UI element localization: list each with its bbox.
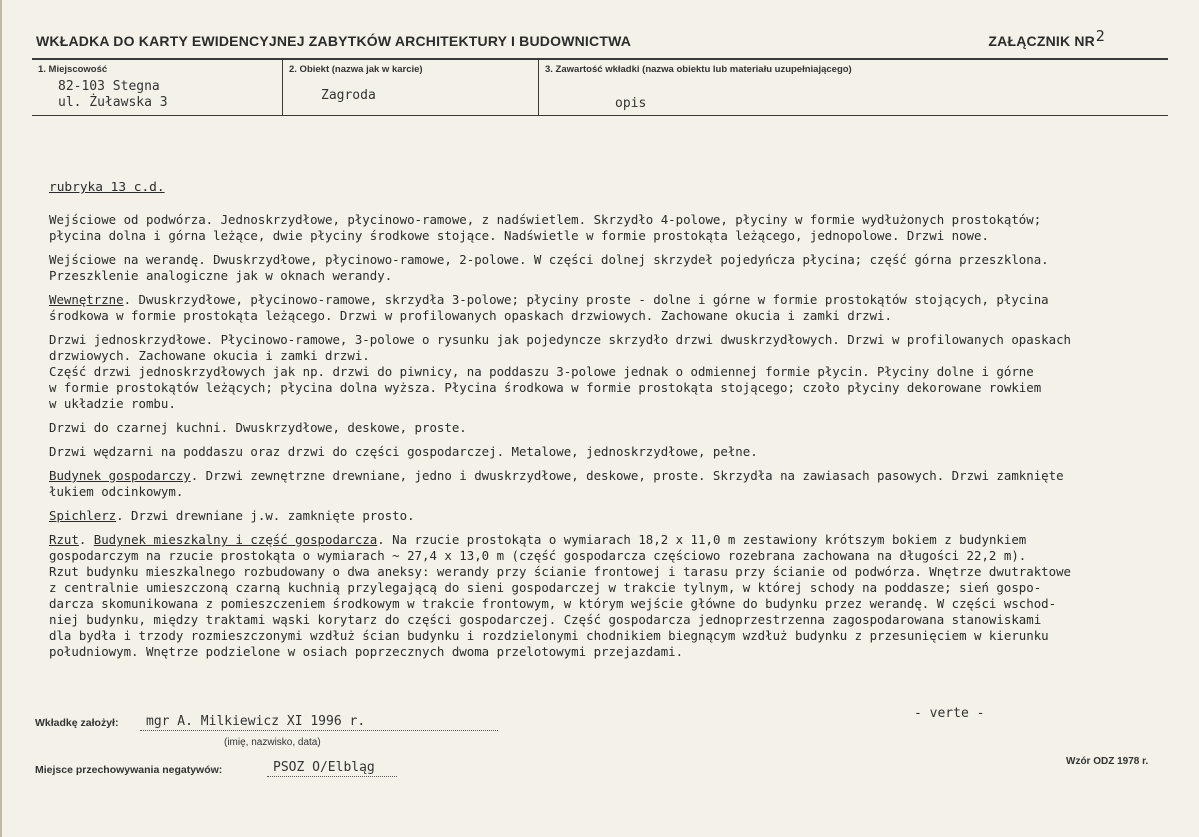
content-cell <box>538 60 1168 115</box>
content-label: 3. Zawartość wkładki (nazwa obiektu lub materiału uzupełniającego) <box>545 64 852 75</box>
section-heading: Budynek gospodarczy <box>49 468 191 483</box>
content-value: opis <box>615 96 647 111</box>
paragraph-text: . Drzwi drewniane j.w. zamknięte prosto. <box>116 508 415 523</box>
form-model: Wzór ODZ 1978 r. <box>1066 756 1149 767</box>
place-value-line2: ul. Żuławska 3 <box>58 95 168 110</box>
description-body <box>49 180 1179 668</box>
fields-table <box>32 58 1168 116</box>
sheet-title: WKŁADKA DO KARTY EWIDENCYJNEJ ZABYTKÓW ARCHITEKTURY I BUDOWNICTWA <box>36 33 632 49</box>
negatives-value: PSOZ O/Elbląg <box>267 760 397 777</box>
paragraph <box>49 532 1179 564</box>
paragraph: Wejściowe na werandę. Dwuskrzydłowe, płycinowo-ramowe, 2-polowe. W części dolnej skrzydeł pojedyńcza płycina; część górna przeszklona. Przeszklenie analogiczne jak w oknach werandy. <box>49 252 1049 283</box>
place-label: 1. Miejscowość <box>38 64 108 75</box>
object-value: Zagroda <box>321 88 376 103</box>
paragraph: Wejściowe od podwórza. Jednoskrzydłowe, płycinowo-ramowe, z nadświetlem. Skrzydło 4-polowe, płyciny w formie wydłużonych prostokątów; płycina dolna i górna leżące, dwie płyciny środkowe stojące. Nadświetle w formie prostokąta leżącego, jednopolowe. Drzwi nowe. <box>49 212 1042 243</box>
place-cell <box>32 60 282 115</box>
rubric-heading: rubryka 13 c.d. <box>49 180 165 195</box>
paragraph: Rzut budynku mieszkalnego rozbudowany o dwa aneksy: werandy przy ścianie frontowej i tarasu przy ścianie od podwórza. Wnętrze dwutraktowe z centralnie umieszczoną czarną kuchnią przylegającą do sieni gospodarczej w trakcie tylnym, w której schody na poddasze; sień gospo- darcza skomunikowana z pomieszczeniem środkowym w trakcie frontowym, w którym wejście główne do budynku przez werandę. W części wschod- niej budynku, między traktami wąski korytarz do części gospodarczej. Część gospodarcza jednoprzestrzenna zagospodarowana stanowiskami dla bydła i trzody rozmieszczonymi wzdłuż ścian budynku i rozdzielonymi chodnikiem biegnącym wzdłuż budynku z przesunięciem w kierunku południowym. Wnętrze podzielone w osiach poprzecznych dwoma przelotowymi przejazdami. <box>49 564 1071 659</box>
paragraph: Drzwi do czarnej kuchni. Dwuskrzydłowe, deskowe, proste. <box>49 420 467 435</box>
verte-note: - verte - <box>914 706 985 721</box>
section-heading: Rzut <box>49 532 79 547</box>
paragraph-text: . Na rzucie prostokąta o wymiarach 18,2 x 11,0 m zestawiony krótszym bokiem z budynkiem gospodarczym na rzucie prostokąta o wymiarach ~ 27,4 x 13,0 m (część gospodarcza częściowo rozebrana zachowana na długości 22,2 m). <box>49 532 1027 563</box>
paragraph: Drzwi wędzarni na poddaszu oraz drzwi do części gospodarczej. Metalowe, jednoskrzydłowe, pełne. <box>49 444 758 459</box>
object-label: 2. Obiekt (nazwa jak w karcie) <box>289 64 423 75</box>
section-heading: Spichlerz <box>49 508 117 523</box>
paragraph-text: . Drzwi zewnętrzne drewniane, jedno i dwuskrzydłowe, deskowe, proste. Skrzydła na zawiasach pasowych. Drzwi zamknięte łukiem odcinkowym. <box>49 468 1064 499</box>
section-heading: Wewnętrzne <box>49 292 124 307</box>
paragraph <box>49 468 1179 500</box>
author-hint: (imię, nazwisko, data) <box>224 737 321 748</box>
place-value-line1: 82-103 Stegna <box>58 79 160 94</box>
annex-label: ZAŁĄCZNIK NR <box>988 33 1095 49</box>
object-cell <box>282 60 538 115</box>
paragraph: Część drzwi jednoskrzydłowych jak np. drzwi do piwnicy, na poddaszu 3-polowe jednak o odmiennej formie płycin. Płyciny dolne i górne w formie prostokątów leżących; płycina dolna wyższa. Płycina środkowa w formie prostokąta stojącego; czoło płyciny dekorowane rowkiem w układzie rombu. <box>49 364 1042 411</box>
heading-separator: . <box>78 532 94 547</box>
annex-number: 2 <box>1095 27 1105 45</box>
author-value: mgr A. Milkiewicz XI 1996 r. <box>140 714 498 731</box>
paragraph: Drzwi jednoskrzydłowe. Płycinowo-ramowe, 3-polowe o rysunku jak pojedyncze skrzydło drzwi dwuskrzydłowych. Drzwi w profilowanych opaskach drzwiowych. Zachowane okucia i zamki drzwi. <box>49 332 1071 363</box>
negatives-label: Miejsce przechowywania negatywów: <box>35 764 223 776</box>
paragraph-text: . Dwuskrzydłowe, płycinowo-ramowe, skrzydła 3-polowe; płyciny proste - dolne i górne w formie prostokątów stojących, płycina środkowa w formie prostokąta leżącego. Drzwi w profilowanych opaskach drzwiowych. Zachowane okucia i zamki drzwi. <box>49 292 1049 323</box>
sheet-header <box>36 27 1169 53</box>
author-label: Wkładkę założył: <box>35 717 119 729</box>
paragraph <box>49 508 1179 524</box>
section-heading: Budynek mieszkalny i część gospodarcza <box>93 532 378 547</box>
paragraph <box>49 292 1179 324</box>
